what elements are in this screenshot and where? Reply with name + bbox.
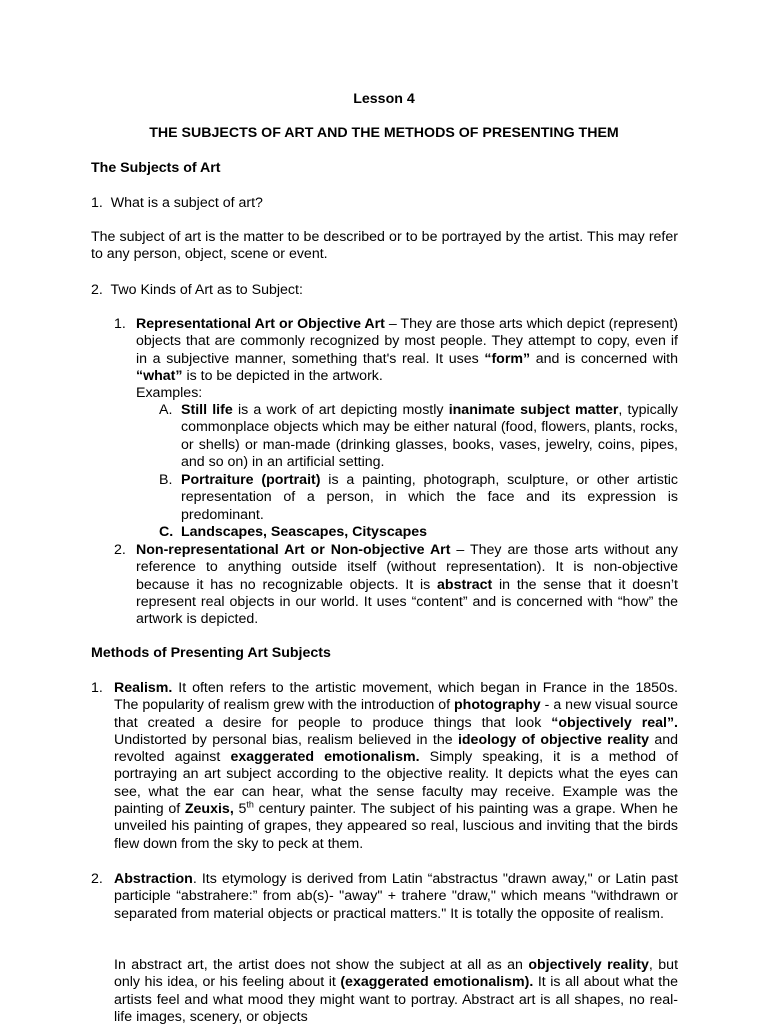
kind-1-text-a: – They are those arts which depict (represent) objects that are commonly recognized by most people. They attempt to copy, even if in a subjective manner, something that's real. It uses <box>136 316 678 367</box>
example-c-term: Landscapes, Seascapes, Cityscapes <box>181 524 428 540</box>
method-1-number: 1. <box>91 680 103 696</box>
kind-1-what: “what” <box>136 367 183 384</box>
kind-2-text-b: in the sense that it doesn’t represent real objects in our world. It uses “content” and is concerned with “how” the artwork is depicted. <box>136 576 678 628</box>
page-title: THE SUBJECTS OF ART AND THE METHODS OF PRESENTING THEM <box>149 125 619 141</box>
method-2-p2-t2: , but only his idea, or his feeling about it <box>114 957 679 991</box>
kind-1-term: Representational Art or Objective Art <box>136 316 385 332</box>
kind-2-number: 2. <box>114 542 126 558</box>
example-b-term: Portraiture (portrait) <box>181 472 321 488</box>
method-2-paragraph-2 <box>114 957 678 1026</box>
answer-1: The subject of art is the matter to be described or to be portrayed by the artist. This may refer to any person, object, scene or event. <box>91 229 678 263</box>
question-1-number: 1. <box>91 195 103 211</box>
method-1-t3: Undistorted by personal bias, realism believed in the <box>114 731 458 748</box>
kind-2-term: Non-representational Art or Non-objective Art <box>136 542 451 558</box>
method-1-b5: Zeuxis, <box>184 801 234 818</box>
example-b-text-a: is a painting, photograph, sculpture, or other artistic representation of a person, in which the face and its expression is predominant. <box>181 472 679 523</box>
example-a-text-a: is a work of art depicting mostly <box>232 402 449 418</box>
method-1-t1: It often refers to the artistic movement, which began in France in the 1850s. The popularity of realism grew with the introduction of <box>114 680 678 714</box>
section-heading-methods: Methods of Presenting Art Subjects <box>91 645 331 661</box>
question-1-text: What is a subject of art? <box>110 195 263 211</box>
method-1-t6: 5 <box>233 801 247 818</box>
examples-label: Examples: <box>136 385 203 401</box>
kind-2-text-a: – They are those arts without any reference to anything outside itself (without representation). It is non-objective because it has no recognizable objects. It is <box>136 542 678 593</box>
method-2-p2-t1: In abstract art, the artist does not show the subject at all as an <box>114 957 529 973</box>
method-2-p2-t3: It is all about what the artists feel and what mood they might want to portray. Abstract art is all shapes, no real-life images, scenery, or objects <box>114 974 678 1025</box>
method-1-t4: and revolted against <box>114 731 678 766</box>
question-2-number: 2. <box>91 282 103 298</box>
method-1-b3: ideology of objective reality <box>457 731 649 748</box>
kind-1-number: 1. <box>114 316 126 332</box>
example-a-bold: inanimate subject matter <box>448 402 619 418</box>
method-2-term: Abstraction <box>114 871 193 887</box>
kind-1-text-c: is to be depicted in the artwork. <box>182 367 383 384</box>
kind-1-description <box>136 316 678 385</box>
method-2-t1: . Its etymology is derived from Latin “abstractus "drawn away," or Latin past participle “abstrahere:” from ab(s)- "away" + trahere "draw," which means "withdrawn or separated from material objects or practical matters." It is totally the opposite of realism. <box>114 871 678 922</box>
example-b-letter: B. <box>159 472 173 488</box>
kind-2-abstract: abstract <box>437 576 493 593</box>
kind-1-text-b: and is concerned with <box>530 350 679 367</box>
method-1-t2: - a new visual source that created a desire for people to produce things that look <box>114 697 678 731</box>
question-2 <box>91 282 303 299</box>
question-1 <box>91 195 263 212</box>
method-1-t5: Simply speaking, it is a method of portraying an art subject according to the objective reality. It depicts what the eyes can see, what the ear can hear, what the sense faculty may receive. Example was the painting of <box>114 749 679 818</box>
section-heading-subjects: The Subjects of Art <box>91 160 221 176</box>
lesson-label: Lesson 4 <box>353 91 415 107</box>
method-1-b1: photography <box>454 697 541 714</box>
question-2-text: Two Kinds of Art as to Subject: <box>110 282 303 298</box>
method-1-sup: th <box>246 799 254 810</box>
kind-2-description <box>136 542 678 628</box>
method-1-b4: exaggerated emotionalism. <box>230 749 420 766</box>
example-c-letter: C. <box>159 524 174 540</box>
method-2-number: 2. <box>91 871 103 887</box>
method-2-p2-b2: (exaggerated emotionalism). <box>340 974 534 991</box>
method-2-p2-b1: objectively reality <box>528 957 649 973</box>
example-b-text <box>181 472 678 524</box>
kind-1-form: “form” <box>484 350 531 367</box>
example-a-text-b: , typically commonplace objects which may be either natural (food, flowers, plants, rocks, or shells) or man-made (drinking glasses, books, vases, jewelry, coins, pipes, and so on) in an artificial setting. <box>181 402 679 470</box>
method-1-term: Realism. <box>114 680 173 696</box>
example-a-term: Still life <box>181 402 233 418</box>
example-a-text <box>181 402 678 471</box>
method-1-b2: “objectively real”. <box>551 714 678 731</box>
method-2-text <box>114 871 678 923</box>
method-1-t7: century painter. The subject of his painting was a grape. When he unveiled his painting of grapes, they appeared so real, luscious and inviting that the birds flew down from the sky to peck at them. <box>114 801 678 852</box>
example-a-letter: A. <box>159 402 173 418</box>
method-1-text <box>114 680 678 853</box>
